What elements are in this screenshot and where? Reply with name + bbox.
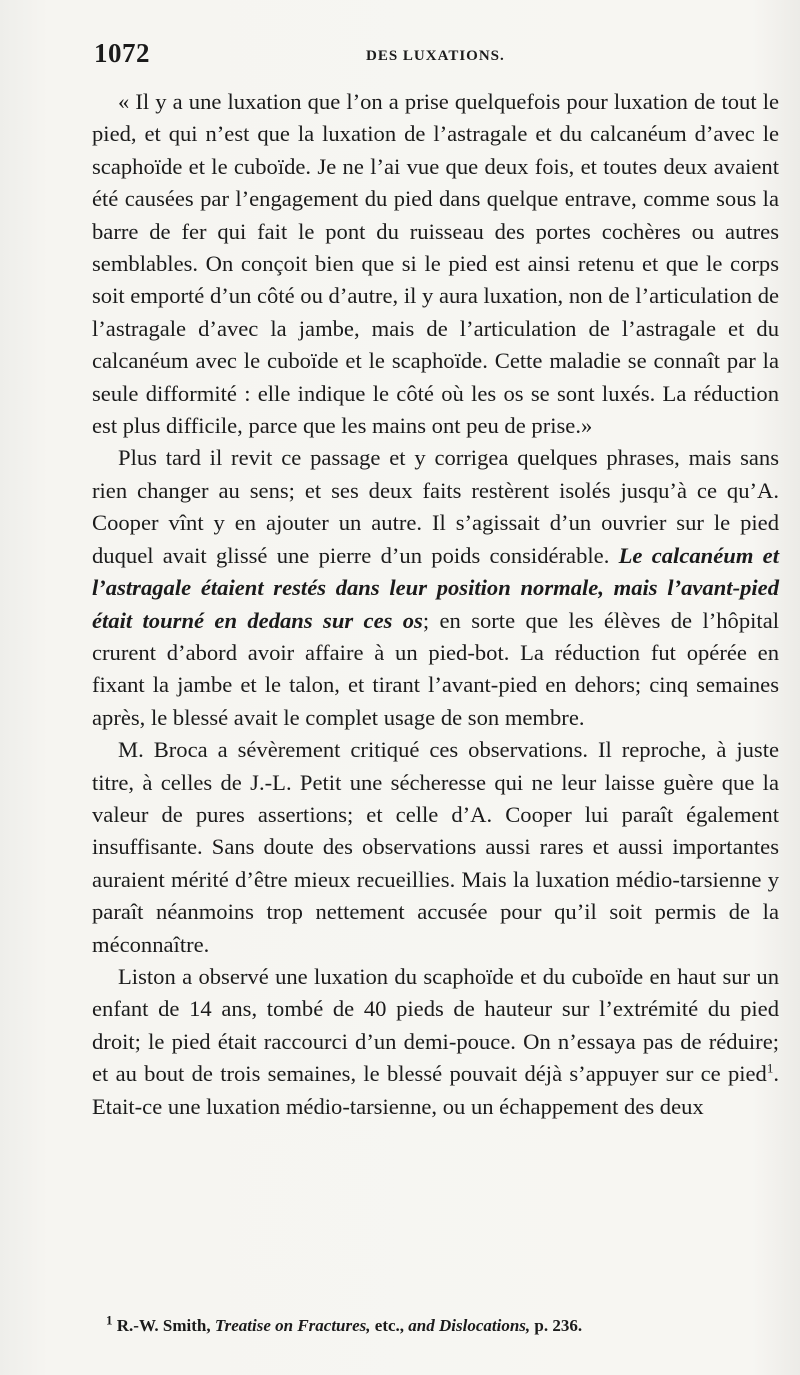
paragraph-liston [92, 961, 779, 1123]
footnote [106, 1312, 766, 1336]
paragraph-text: Plus tard il revit ce passage et y corrigea quelques phrases, mais sans rien changer au sens; et ses deux faits restèrent isolés jusqu’à ce qu’A. Cooper vînt y en ajouter un autre. Il s’agissait d’un ouvrier sur le pied duquel avait glissé une pierre d’un poids considérable. [92, 445, 779, 568]
footnote-title-2: and Dislocations, [408, 1316, 531, 1335]
running-head [94, 38, 784, 78]
body-text [92, 86, 779, 1123]
footnote-reference: 1 [766, 1060, 774, 1076]
paragraph-text: . Etait-ce une luxation médio-tarsienne, ou un échappement des deux [92, 1061, 779, 1119]
paragraph-cooper [92, 442, 779, 734]
footnote-number: 1 [106, 1312, 113, 1328]
page-number: 1072 [94, 38, 150, 68]
running-title: DES LUXATIONS. [366, 48, 505, 64]
paragraph-text: ; en sorte que les élèves de l’hôpital crurent d’abord avoir affaire à un pied-bot. La réduction fut opérée en fixant la jambe et le talon, et tirant l’avant-pied en dehors; cinq semaines après, le blessé avait le complet usage de son membre. [92, 607, 779, 730]
footnote-page: p. 236. [530, 1316, 583, 1335]
footnote-author: R.-W. Smith, [112, 1316, 215, 1335]
footnote-middle: etc., [370, 1316, 409, 1335]
paragraph-broca: M. Broca a sévèrement critiqué ces observations. Il reproche, à juste titre, à celles de J.-L. Petit une sécheresse qui ne leur laisse guère que la valeur de pures assertions; et celle d’A. Cooper lui paraît également insuffisante. Sans doute des observations aussi rares et aussi importantes auraient mérité d’être mieux recueillies. Mais la luxation médio-tarsienne y paraît néanmoins trop nettement accusée pour qu’il soit permis de la méconnaître. [92, 737, 779, 957]
paragraph-text: Liston a observé une luxation du scaphoïde et du cuboïde en haut sur un enfant de 14 ans, tombé de 40 pieds de hauteur sur l’extrémité du pied droit; le pied était raccourci d’un demi-pouce. On n’essaya pas de réduire; et au bout de trois semaines, le blessé pouvait déjà s’appuyer sur ce pied [92, 963, 779, 1087]
footnote-title: Treatise on Fractures, [214, 1316, 371, 1335]
italic-passage: Le calcanéum et l’astragale étaient restés dans leur position normale, mais l’avant-pied était tourné en dedans sur ces os [92, 542, 779, 633]
paragraph-quote: « Il y a une luxation que l’on a prise quelquefois pour luxation de tout le pied, et qui n’est que la luxation de l’astragale et du calcanéum d’avec le scaphoïde et le cuboïde. Je ne l’ai vue que deux fois, et toutes deux avaient été causées par l’engagement du pied dans quelque entrave, comme sous la barre de fer qui fait le pont du ruisseau des portes cochères ou autres semblables. On conçoit bien que si le pied est ainsi retenu et que le corps soit emporté d’un côté ou d’autre, il y aura luxation, non de l’articulation de l’astragale d’avec la jambe, mais de l’articulation de l’astragale et du calcanéum avec le cuboïde et le scaphoïde. Cette maladie se connaît par la seule difformité : elle indique le côté où les os se sont luxés. La réduction est plus difficile, parce que les mains ont peu de prise.» [92, 89, 780, 439]
